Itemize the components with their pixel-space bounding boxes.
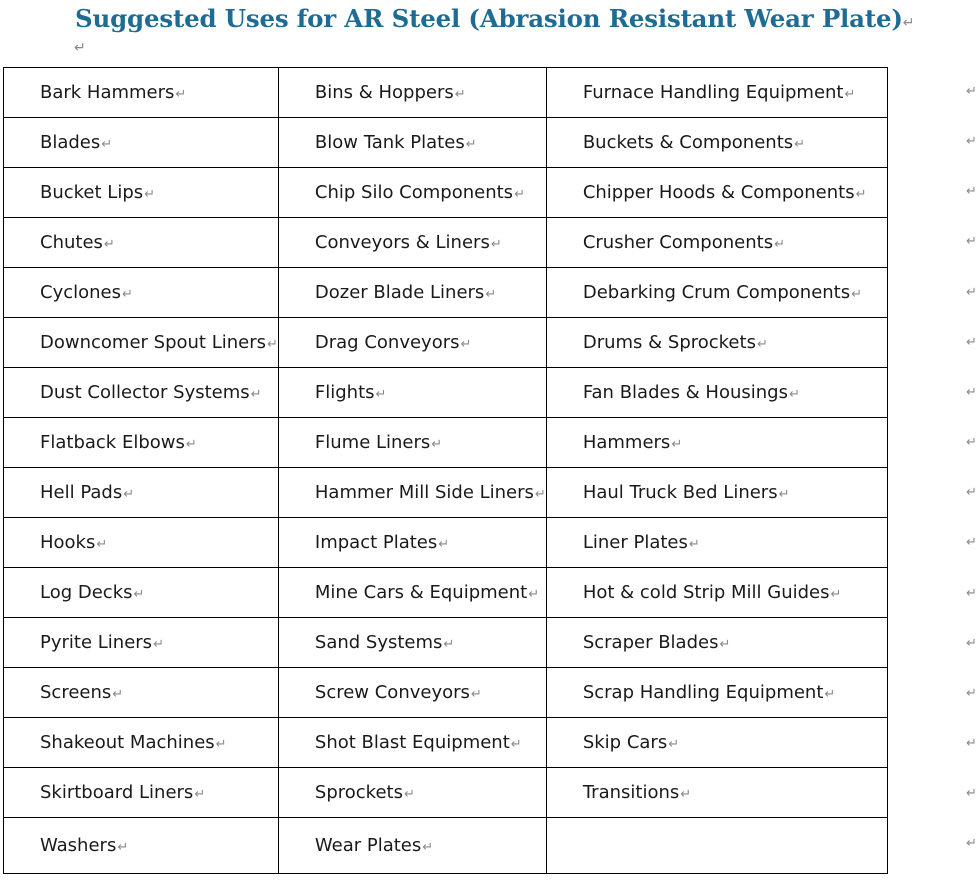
row-end-mark-icon: ↵ xyxy=(966,134,977,150)
table-row xyxy=(4,118,888,168)
table-cell xyxy=(278,68,546,118)
use-label: Fan Blades & Housings xyxy=(582,382,788,403)
paragraph-mark-icon: ↵ xyxy=(443,637,455,652)
table-row xyxy=(4,468,888,518)
paragraph-mark-icon: ↵ xyxy=(422,840,434,855)
paragraph-mark-icon: ↵ xyxy=(96,537,108,552)
table-cell xyxy=(278,118,546,168)
use-label: Pyrite Liners xyxy=(40,632,153,653)
paragraph-mark-icon: ↵ xyxy=(778,487,790,502)
table-cell xyxy=(546,318,887,368)
paragraph-mark-icon: ↵ xyxy=(123,487,135,502)
use-label: Screw Conveyors xyxy=(314,682,470,703)
use-label: Drums & Sprockets xyxy=(582,332,756,353)
table-cell xyxy=(546,268,887,318)
paragraph-mark-icon: ↵ xyxy=(490,237,502,252)
row-end-mark-icon: ↵ xyxy=(966,334,977,350)
use-label: Mine Cars & Equipment xyxy=(314,582,528,603)
paragraph-mark-icon: ↵ xyxy=(74,40,86,56)
use-label: Hammer Mill Side Liners xyxy=(314,482,534,503)
row-end-mark-icon: ↵ xyxy=(966,184,977,200)
use-label: Washers xyxy=(40,835,117,856)
use-label: Debarking Crum Components xyxy=(582,282,851,303)
paragraph-mark-icon: ↵ xyxy=(855,187,867,202)
table-cell xyxy=(546,118,887,168)
paragraph-mark-icon: ↵ xyxy=(101,137,113,152)
use-label: Hammers xyxy=(582,432,671,453)
use-label: Hot & cold Strip Mill Guides xyxy=(582,582,830,603)
paragraph-mark-icon: ↵ xyxy=(465,137,477,152)
use-label: Shakeout Machines xyxy=(40,732,215,753)
table-cell xyxy=(546,818,887,874)
paragraph-mark-icon: ↵ xyxy=(719,637,731,652)
table-cell xyxy=(278,568,546,618)
use-label: Wear Plates xyxy=(314,835,422,856)
use-label: Flights xyxy=(314,382,375,403)
row-end-mark-icon: ↵ xyxy=(966,234,977,250)
use-label: Blades xyxy=(40,132,101,153)
table-cell xyxy=(278,468,546,518)
table-cell xyxy=(4,618,279,668)
table-row xyxy=(4,218,888,268)
paragraph-mark-icon: ↵ xyxy=(851,287,863,302)
paragraph-mark-icon: ↵ xyxy=(215,737,227,752)
paragraph-mark-icon: ↵ xyxy=(375,387,387,402)
table-cell xyxy=(546,718,887,768)
table-row xyxy=(4,418,888,468)
use-label: Scrap Handling Equipment xyxy=(582,682,824,703)
use-label: Bucket Lips xyxy=(40,182,144,203)
table-row xyxy=(4,568,888,618)
use-label: Transitions xyxy=(582,782,680,803)
row-end-mark-icon: ↵ xyxy=(966,84,977,99)
table-cell xyxy=(546,218,887,268)
table-cell xyxy=(4,768,279,818)
table-row xyxy=(4,668,888,718)
row-end-mark-icon: ↵ xyxy=(966,384,977,400)
use-label: Scraper Blades xyxy=(582,632,719,653)
table-row xyxy=(4,318,888,368)
table-cell xyxy=(4,668,279,718)
table-cell xyxy=(546,668,887,718)
use-label: Log Decks xyxy=(40,582,133,603)
table-cell xyxy=(4,118,279,168)
uses-table xyxy=(3,67,888,874)
paragraph-mark-icon: ↵ xyxy=(185,437,197,452)
table-row xyxy=(4,368,888,418)
paragraph-mark-icon: ↵ xyxy=(194,787,206,802)
use-label: Screens xyxy=(40,682,112,703)
use-label: Downcomer Spout Liners xyxy=(40,332,266,353)
table-cell xyxy=(4,318,279,368)
paragraph-mark-icon: ↵ xyxy=(454,87,466,102)
table-cell xyxy=(546,418,887,468)
paragraph-mark-icon: ↵ xyxy=(438,537,450,552)
paragraph-mark-icon: ↵ xyxy=(122,287,133,302)
row-end-mark-icon: ↵ xyxy=(966,585,977,601)
paragraph-mark-icon: ↵ xyxy=(756,337,768,352)
paragraph-mark-icon: ↵ xyxy=(510,737,522,752)
table-cell xyxy=(278,618,546,668)
table-cell xyxy=(4,718,279,768)
use-label: Impact Plates xyxy=(314,532,438,553)
table-cell xyxy=(4,418,279,468)
paragraph-mark-icon: ↵ xyxy=(485,287,497,302)
use-label: Blow Tank Plates xyxy=(314,132,465,153)
use-label: Crusher Components xyxy=(582,232,774,253)
table-cell xyxy=(4,368,279,418)
paragraph-mark-icon: ↵ xyxy=(133,587,145,602)
use-label: Hooks xyxy=(40,532,96,553)
use-label: Sprockets xyxy=(314,782,403,803)
table-cell xyxy=(4,168,279,218)
use-label: Buckets & Components xyxy=(582,132,794,153)
use-label: Skip Cars xyxy=(582,732,668,753)
use-label: Chutes xyxy=(40,232,103,253)
table-row xyxy=(4,768,888,818)
table-row xyxy=(4,168,888,218)
use-label: Liner Plates xyxy=(582,532,688,553)
table-cell xyxy=(546,68,887,118)
paragraph-mark-icon: ↵ xyxy=(144,187,156,202)
row-end-mark-icon: ↵ xyxy=(966,685,977,701)
row-end-mark-icon: ↵ xyxy=(966,836,977,852)
paragraph-mark-icon: ↵ xyxy=(153,637,164,652)
paragraph-mark-icon: ↵ xyxy=(250,387,262,402)
paragraph-mark-icon: ↵ xyxy=(112,687,124,702)
table-cell xyxy=(278,818,546,874)
table-row xyxy=(4,818,888,874)
table-cell xyxy=(546,618,887,668)
table-cell xyxy=(278,168,546,218)
paragraph-mark-icon: ↵ xyxy=(794,137,806,152)
use-label: Bark Hammers xyxy=(40,82,175,103)
paragraph-mark-icon: ↵ xyxy=(688,537,700,552)
table-cell xyxy=(4,468,279,518)
table-cell xyxy=(546,568,887,618)
table-row xyxy=(4,268,888,318)
paragraph-mark-icon: ↵ xyxy=(774,237,785,252)
table-cell xyxy=(278,318,546,368)
use-label: Furnace Handling Equipment xyxy=(582,82,844,103)
use-label: Flatback Elbows xyxy=(40,432,185,453)
use-label: Dust Collector Systems xyxy=(40,382,250,403)
title-text: Suggested Uses for AR Steel (Abrasion Resistant Wear Plate) xyxy=(75,4,903,33)
use-label: Dozer Blade Liners xyxy=(314,282,485,303)
use-label: Sand Systems xyxy=(314,632,443,653)
table-cell xyxy=(278,718,546,768)
use-label: Cyclones xyxy=(40,282,121,303)
table-cell xyxy=(546,368,887,418)
row-end-mark-icon: ↵ xyxy=(966,535,977,551)
paragraph-mark-icon: ↵ xyxy=(514,187,525,202)
table-cell xyxy=(278,418,546,468)
paragraph-mark-icon: ↵ xyxy=(460,337,472,352)
paragraph-mark-icon: ↵ xyxy=(830,587,842,602)
table-cell xyxy=(4,568,279,618)
use-label: Chip Silo Components xyxy=(314,182,514,203)
paragraph-mark-icon: ↵ xyxy=(844,87,856,102)
document-title xyxy=(75,4,914,33)
paragraph-mark-icon: ↵ xyxy=(788,387,800,402)
use-label: Skirtboard Liners xyxy=(40,782,194,803)
table-cell xyxy=(546,768,887,818)
use-label: Conveyors & Liners xyxy=(314,232,490,253)
paragraph-mark-icon: ↵ xyxy=(103,237,115,252)
paragraph-mark-icon: ↵ xyxy=(403,787,415,802)
row-end-mark-icon: ↵ xyxy=(966,735,977,751)
paragraph-mark-icon: ↵ xyxy=(680,787,692,802)
table-row xyxy=(4,618,888,668)
row-end-mark-icon: ↵ xyxy=(966,786,977,802)
paragraph-mark-icon: ↵ xyxy=(671,437,683,452)
row-end-mark-icon: ↵ xyxy=(966,284,977,300)
table-cell xyxy=(278,218,546,268)
table-cell xyxy=(278,668,546,718)
row-end-mark-icon: ↵ xyxy=(966,635,977,651)
paragraph-mark-icon: ↵ xyxy=(528,587,540,602)
table-cell xyxy=(546,468,887,518)
use-label: Shot Blast Equipment xyxy=(314,732,510,753)
paragraph-mark-icon: ↵ xyxy=(117,840,129,855)
paragraph-mark-icon: ↵ xyxy=(824,687,836,702)
table-cell xyxy=(278,768,546,818)
table-cell xyxy=(4,518,279,568)
table-row xyxy=(4,68,888,118)
table-cell xyxy=(278,368,546,418)
use-label: Flume Liners xyxy=(314,432,431,453)
use-label: Bins & Hoppers xyxy=(314,82,454,103)
paragraph-mark-icon: ↵ xyxy=(266,337,278,352)
table-row xyxy=(4,718,888,768)
row-end-mark-icon: ↵ xyxy=(966,435,977,451)
use-label: Haul Truck Bed Liners xyxy=(582,482,778,503)
paragraph-mark-icon: ↵ xyxy=(902,15,915,31)
paragraph-mark-icon: ↵ xyxy=(431,437,443,452)
table-cell xyxy=(278,268,546,318)
table-cell xyxy=(546,168,887,218)
table-cell xyxy=(278,518,546,568)
table-cell xyxy=(4,218,279,268)
paragraph-mark-icon: ↵ xyxy=(470,687,482,702)
table-row xyxy=(4,518,888,568)
use-label: Chipper Hoods & Components xyxy=(582,182,855,203)
table-cell xyxy=(546,518,887,568)
table-cell xyxy=(4,68,279,118)
use-label: Drag Conveyors xyxy=(314,332,460,353)
row-end-mark-icon: ↵ xyxy=(966,485,977,501)
use-label: Hell Pads xyxy=(40,482,123,503)
table-cell xyxy=(4,268,279,318)
paragraph-mark-icon: ↵ xyxy=(175,87,187,102)
table-cell xyxy=(4,818,279,874)
paragraph-mark-icon: ↵ xyxy=(668,737,680,752)
paragraph-mark-icon: ↵ xyxy=(534,487,546,502)
